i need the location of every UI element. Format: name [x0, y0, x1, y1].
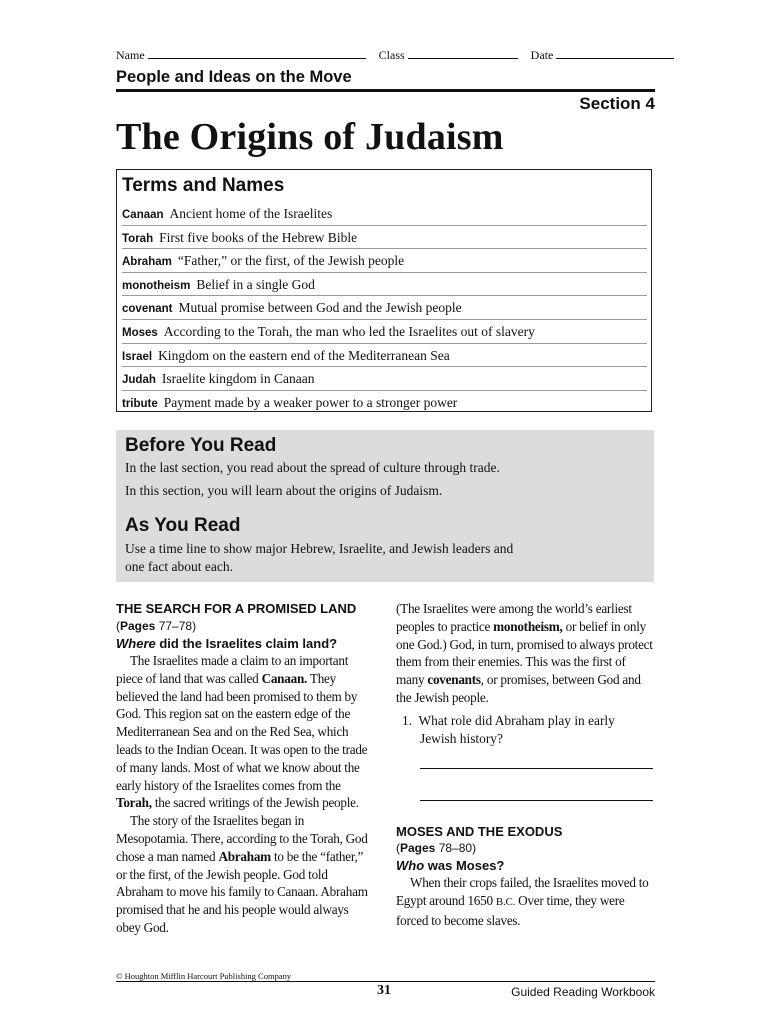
- term-name: Moses: [122, 326, 158, 339]
- left-column: [116, 600, 372, 937]
- section-heading: [116, 600, 372, 635]
- text-run: to be the “father,” or the first, of the Jewish people. God told Abraham to move his family to Canaan. Abraham promised that he and his people would always obey God.: [116, 848, 368, 935]
- question-number: 1.: [402, 712, 413, 728]
- as-you-read-line: one fact about each.: [125, 559, 233, 574]
- term-definition: First five books of the Hebrew Bible: [159, 229, 358, 245]
- guiding-question: [116, 635, 372, 652]
- question-text: was Moses?: [427, 858, 505, 874]
- text-run: Over time, they were forced to become slaves.: [396, 893, 625, 928]
- terms-list: [122, 202, 647, 414]
- pages-reference: (Pages 77–78): [116, 619, 197, 633]
- question-text: did the Israelites claim land?: [159, 636, 338, 651]
- date-line: [556, 47, 674, 59]
- page-number: 31: [377, 983, 391, 998]
- text-run: the sacred writings of the Jewish people.: [154, 795, 359, 811]
- text-run: They believed the land had been promised to them by God. This region sat on the eastern edge of the Mediterranean Sea and on the Red Sea, which leads to the Indian Ocean. It was open to the trade of many lands. Most of what we know about the early history of the Israelites comes from the: [116, 670, 368, 793]
- copyright-notice: © Houghton Mifflin Harcourt Publishing Company: [116, 971, 292, 981]
- name-line: [148, 47, 366, 59]
- section-title: MOSES AND THE EXODUS: [396, 824, 563, 840]
- text-run: (The Israelites were among the world’s earliest peoples to practice: [396, 601, 632, 634]
- before-you-read-line: In this section, you will learn about the origins of Judaism.: [125, 483, 443, 498]
- header-rule: [116, 89, 655, 92]
- date-label: Date: [530, 48, 554, 62]
- term-definition: Ancient home of the Israelites: [169, 206, 333, 221]
- term-definition: “Father,” or the first, of the Jewish people: [177, 253, 405, 269]
- term-definition: Israelite kingdom in Canaan: [161, 371, 315, 387]
- term-definition: Payment made by a weaker power to a stronger power: [163, 394, 458, 410]
- term-row: [122, 367, 647, 391]
- term-row: [122, 273, 647, 297]
- term-definition: According to the Torah, the man who led the Israelites out of slavery: [163, 323, 535, 339]
- term-definition: Mutual promise between God and the Jewish people: [178, 300, 462, 316]
- name-label: Name: [116, 48, 145, 62]
- term-row: [122, 344, 647, 368]
- text-run: When their crops failed, the Israelites moved to Egypt around 1650: [396, 875, 649, 909]
- guiding-question: [396, 857, 654, 874]
- question-word: Where: [116, 636, 156, 651]
- key-term: Abraham: [218, 848, 271, 864]
- question-text: What role did Abraham play in early Jewish history?: [418, 712, 615, 746]
- terms-and-names-box: [116, 169, 652, 412]
- key-term: covenants: [427, 672, 481, 688]
- page-title: The Origins of Judaism: [116, 116, 504, 158]
- review-question-1: [402, 712, 654, 748]
- term-row: [122, 226, 647, 250]
- text-run: , or promises, between God and the Jewish people.: [396, 672, 641, 705]
- question-word: Who: [396, 858, 425, 874]
- text-run: The Israelites made a claim to an important piece of land that was called: [116, 653, 349, 686]
- term-row: [122, 202, 647, 226]
- book-title: Guided Reading Workbook: [511, 985, 655, 999]
- pages-label: Pages: [120, 619, 156, 633]
- paragraph: [396, 874, 654, 929]
- pages-reference: (Pages 78–80): [396, 841, 477, 856]
- unit-title: People and Ideas on the Move: [116, 68, 352, 86]
- class-line: [408, 47, 518, 59]
- term-name: covenant: [122, 303, 173, 316]
- pages-label: Pages: [400, 841, 436, 856]
- key-term: monotheism,: [493, 618, 563, 634]
- term-row: [122, 296, 647, 320]
- paragraph: [116, 812, 372, 937]
- term-definition: Kingdom on the eastern end of the Mediterranean Sea: [158, 347, 450, 363]
- section-label: Section 4: [579, 94, 655, 113]
- footer-rule: [116, 981, 655, 982]
- pages-range: 78–80: [438, 841, 473, 856]
- term-row: [122, 249, 647, 273]
- term-name: tribute: [122, 397, 158, 410]
- term-row: [122, 320, 647, 344]
- pages-range: 77–78: [158, 619, 193, 633]
- paragraph: [116, 652, 372, 812]
- section-heading: [396, 823, 654, 857]
- key-term: Canaan.: [261, 670, 308, 686]
- section-title: THE SEARCH FOR A PROMISED LAND: [116, 601, 357, 616]
- reading-guide-box: [116, 430, 654, 582]
- terms-heading: Terms and Names: [122, 175, 285, 196]
- term-name: Torah: [122, 232, 154, 245]
- body-text: [396, 874, 654, 929]
- term-name: monotheism: [122, 279, 191, 292]
- term-name: Abraham: [122, 256, 172, 269]
- as-you-read-line: Use a time line to show major Hebrew, Israelite, and Jewish leaders and: [125, 541, 514, 556]
- as-you-read-heading: As You Read: [125, 515, 241, 536]
- student-info-fields: [116, 47, 656, 63]
- before-you-read-heading: Before You Read: [125, 435, 277, 456]
- before-you-read-line: In the last section, you read about the spread of culture through trade.: [125, 460, 500, 475]
- term-definition: Belief in a single God: [196, 276, 315, 292]
- paragraph: [396, 600, 654, 707]
- term-name: Judah: [122, 374, 156, 387]
- term-row: [122, 391, 647, 415]
- era-abbreviation: B.C.: [495, 896, 516, 909]
- key-term: Torah,: [116, 795, 152, 811]
- term-name: Canaan: [122, 209, 164, 221]
- right-column: [396, 600, 654, 930]
- text-run: The story of the Israelites began in Mesopotamia. There, according to the Torah, God chose a man named: [116, 813, 368, 864]
- body-text: [396, 600, 654, 707]
- text-run: or belief in only one God.) God, in turn, promised to always protect them from their enemies. This was the first of many: [396, 618, 653, 688]
- class-label: Class: [378, 48, 405, 62]
- body-text: [116, 652, 372, 937]
- term-name: Israel: [122, 350, 153, 363]
